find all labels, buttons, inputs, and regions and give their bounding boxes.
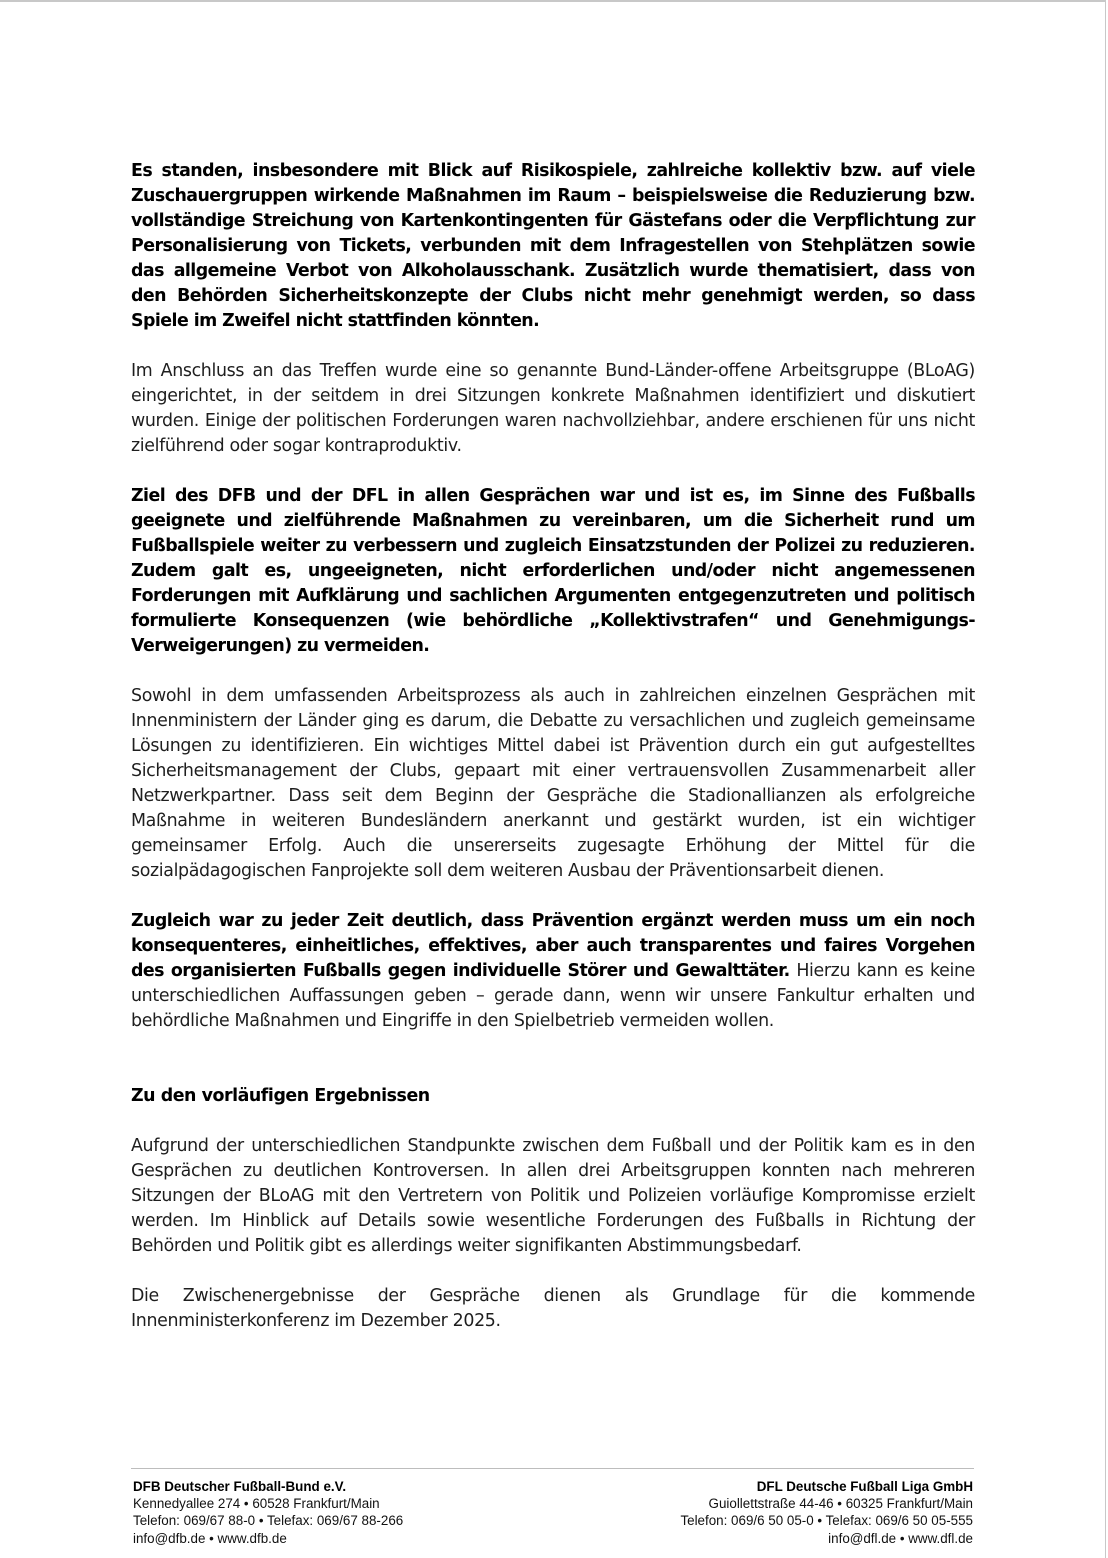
paragraph-consistent-action [131, 909, 975, 1034]
footer-dfb-contact [133, 1478, 403, 1547]
section-heading-preliminary-results: Zu den vorläufigen Ergebnissen [131, 1086, 430, 1106]
footer-dfl-phone: Telefon: 069/6 50 05-0 • Telefax: 069/6 50 05-555 [680, 1513, 973, 1529]
document-body [131, 159, 975, 1359]
footer-dfl-contact [680, 1478, 973, 1547]
paragraph-interim-results: Die Zwischenergebnisse der Gespräche dienen als Grundlage für die kommende Innenministerkonferenz im Dezember 2025. [131, 1286, 975, 1331]
paragraph-dfb-dfl-goal: Ziel des DFB und der DFL in allen Gesprächen war und ist es, im Sinne des Fußballs geeignete und zielführende Maßnahmen zu vereinbaren, um die Sicherheit rund um Fußballspiele weiter zu verbessern und zugleich Einsatzstunden der Polizei zu reduzieren. Zudem galt es, ungeeigneten, nicht erforderlichen und/oder nicht angemessenen Forderungen mit Aufklärung und sachlichen Argumenten entgegenzutreten und politisch formulierte Konsequenzen (wie behördliche „Kollektivstrafen“ und Genehmigungs-Verweigerungen) zu vermeiden. [131, 486, 975, 656]
footer-dfl-web[interactable]: info@dfl.de • www.dfl.de [828, 1530, 973, 1546]
paragraph-controversies: Aufgrund der unterschiedlichen Standpunkte zwischen dem Fußball und der Politik kam es in den Gesprächen zu deutlichen Kontroversen. In allen drei Arbeitsgruppen konnten nach mehreren Sitzungen der BLoAG mit den Vertretern von Politik und Polizeien vorläufige Kompromisse erzielt werden. Im Hinblick auf Details sowie wesentliche Forderungen des Fußballs in Richtung der Behörden und Politik gibt es allerdings weiter signifikanten Abstimmungsbedarf. [131, 1136, 975, 1256]
paragraph-consistent-action-bold: Zugleich war zu jeder Zeit deutlich, dass Prävention ergänzt werden muss um ein noch konsequenteres, einheitliches, effektives, aber auch transparentes und faires Vorgehen des organisierten Fußballs gegen individuelle Störer und Gewalttäter. [131, 911, 975, 981]
paragraph-bloag-working-group: Im Anschluss an das Treffen wurde eine so genannte Bund-Länder-offene Arbeitsgruppe (BLoAG) eingerichtet, in der seitdem in drei Sitzungen konkrete Maßnahmen identifiziert und diskutiert wurden. Einige der politischen Forderungen waren nachvollziehbar, andere erschienen für uns nicht zielführend oder sogar kontraproduktiv. [131, 361, 975, 456]
footer-divider [131, 1468, 974, 1469]
footer-dfl-name: DFL Deutsche Fußball Liga GmbH [756, 1479, 973, 1494]
footer-dfl-address: Guiollettstraße 44-46 • 60325 Frankfurt/Main [708, 1496, 973, 1512]
paragraph-prevention-process: Sowohl in dem umfassenden Arbeitsprozess als auch in zahlreichen einzelnen Gesprächen mit Innenministern der Länder ging es darum, die Debatte zu versachlichen und zugleich gemeinsame Lösungen zu identifizieren. Ein wichtiges Mittel dabei ist Prävention durch ein gut aufgestelltes Sicherheitsmanagement der Clubs, gepaart mit einer vertrauensvollen Zusammenarbeit aller Netzwerkpartner. Dass seit dem Beginn der Gespräche die Stadionallianzen als erfolgreiche Maßnahme in weiteren Bundesländern anerkannt und gestärkt wurden, ist ein wichtiger gemeinsamer Erfolg. Auch die unsererseits zugesagte Erhöhung der Mittel für die sozialpädagogischen Fanprojekte soll dem weiteren Ausbau der Präventionsarbeit dienen. [131, 686, 975, 881]
footer-dfb-phone: Telefon: 069/67 88-0 • Telefax: 069/67 88-266 [133, 1513, 404, 1529]
footer-dfb-address: Kennedyallee 274 • 60528 Frankfurt/Main [133, 1496, 380, 1512]
paragraph-consistent-action-regular: Hierzu kann es keine unterschiedlichen Auffassungen geben – gerade dann, wenn wir unsere Fankultur erhalten und behördliche Maßnahmen und Eingriffe in den Spielbetrieb vermeiden wollen. [131, 961, 975, 1031]
footer-dfb-web[interactable]: info@dfb.de • www.dfb.de [133, 1530, 287, 1546]
paragraph-risk-measures: Es standen, insbesondere mit Blick auf Risikospiele, zahlreiche kollektiv bzw. auf viele Zuschauergruppen wirkende Maßnahmen im Raum – beispielsweise die Reduzierung bzw. vollständige Streichung von Kartenkontingenten für Gästefans oder die Verpflichtung zur Personalisierung von Tickets, verbunden mit dem Infragestellen von Stehplätzen sowie das allgemeine Verbot von Alkoholausschank. Zusätzlich wurde thematisiert, dass von den Behörden Sicherheitskonzepte der Clubs nicht mehr genehmigt werden, so dass Spiele im Zweifel nicht stattfinden könnten. [131, 161, 975, 331]
footer-dfb-name: DFB Deutscher Fußball-Bund e.V. [133, 1479, 347, 1494]
